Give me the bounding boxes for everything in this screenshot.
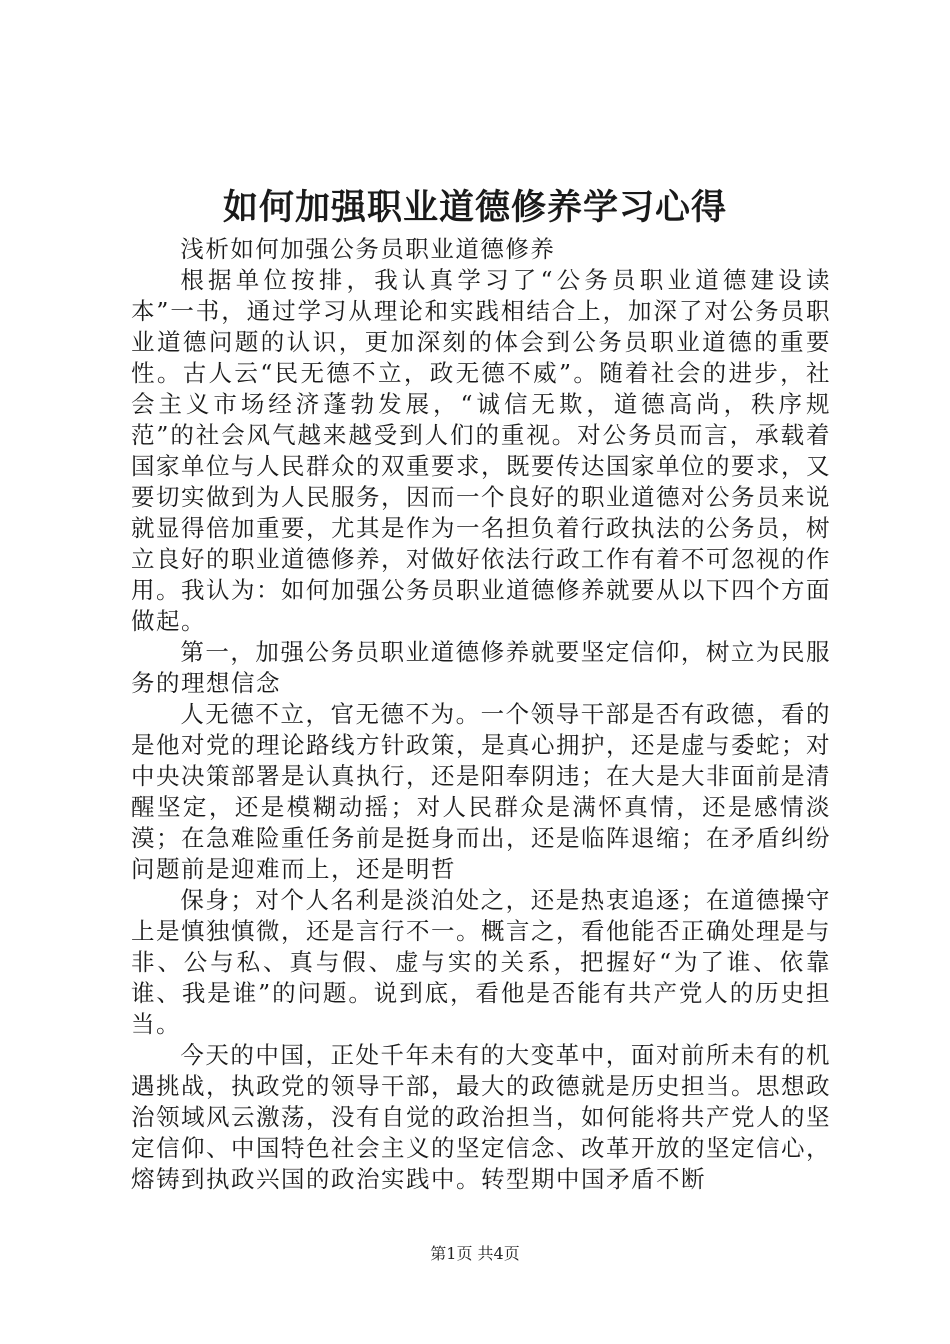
paragraph-point-one: 第一，加强公务员职业道德修养就要坚定信仰，树立为民服务的理想信念 (131, 638, 831, 697)
paragraph-body: 今天的中国，正处千年未有的大变革中，面对前所未有的机遇挑战，执政党的领导干部，最大的政德就是历史担当。思想政治领域风云激荡，没有自觉的政治担当，如何能将共产党人的坚定信仰、中国特色社会主义的坚定信念、改革开放的坚定信心，熔铸到执政兴国的政治实践中。转型期中国矛盾不断 (131, 1041, 831, 1193)
page-footer: 第1页 共4页 (430, 1244, 520, 1263)
document-body (131, 234, 831, 1195)
paragraph-body: 人无德不立，官无德不为。一个领导干部是否有政德，看的是他对党的理论路线方针政策，是真心拥护，还是虚与委蛇；对中央决策部署是认真执行，还是阳奉阴违；在大是大非面前是清醒坚定，还是模糊动摇；对人民群众是满怀真情，还是感情淡漠；在急难险重任务前是挺身而出，还是临阵退缩；在矛盾纠纷问题前是迎难而上，还是明哲 (131, 700, 831, 883)
paragraph-intro: 根据单位按排，我认真学习了“公务员职业道德建设读本”一书，通过学习从理论和实践相结合上，加深了对公务员职业道德问题的认识，更加深刻的体会到公务员职业道德的重要性。古人云“民无德不立，政无德不威”。随着社会的进步，社会主义市场经济蓬勃发展，“诚信无欺，道德高尚，秩序规范”的社会风气越来越受到人们的重视。对公务员而言，承载着国家单位与人民群众的双重要求，既要传达国家单位的要求，又要切实做到为人民服务，因而一个良好的职业道德对公务员来说就显得倍加重要，尤其是作为一名担负着行政执法的公务员，树立良好的职业道德修养，对做好依法行政工作有着不可忽视的作用。我认为：如何加强公务员职业道德修养就要从以下四个方面做起。 (131, 266, 831, 635)
document-title: 如何加强职业道德修养学习心得 (222, 187, 727, 228)
paragraph-body: 保身；对个人名利是淡泊处之，还是热衷追逐；在道德操守上是慎独慎微，还是言行不一。概言之，看他能否正确处理是与非、公与私、真与假、虚与实的关系，把握好“为了谁、依靠谁、我是谁”的问题。说到底，看他是否能有共产党人的历史担当。 (131, 886, 831, 1038)
paragraph-subtitle: 浅析如何加强公务员职业道德修养 (180, 235, 556, 263)
